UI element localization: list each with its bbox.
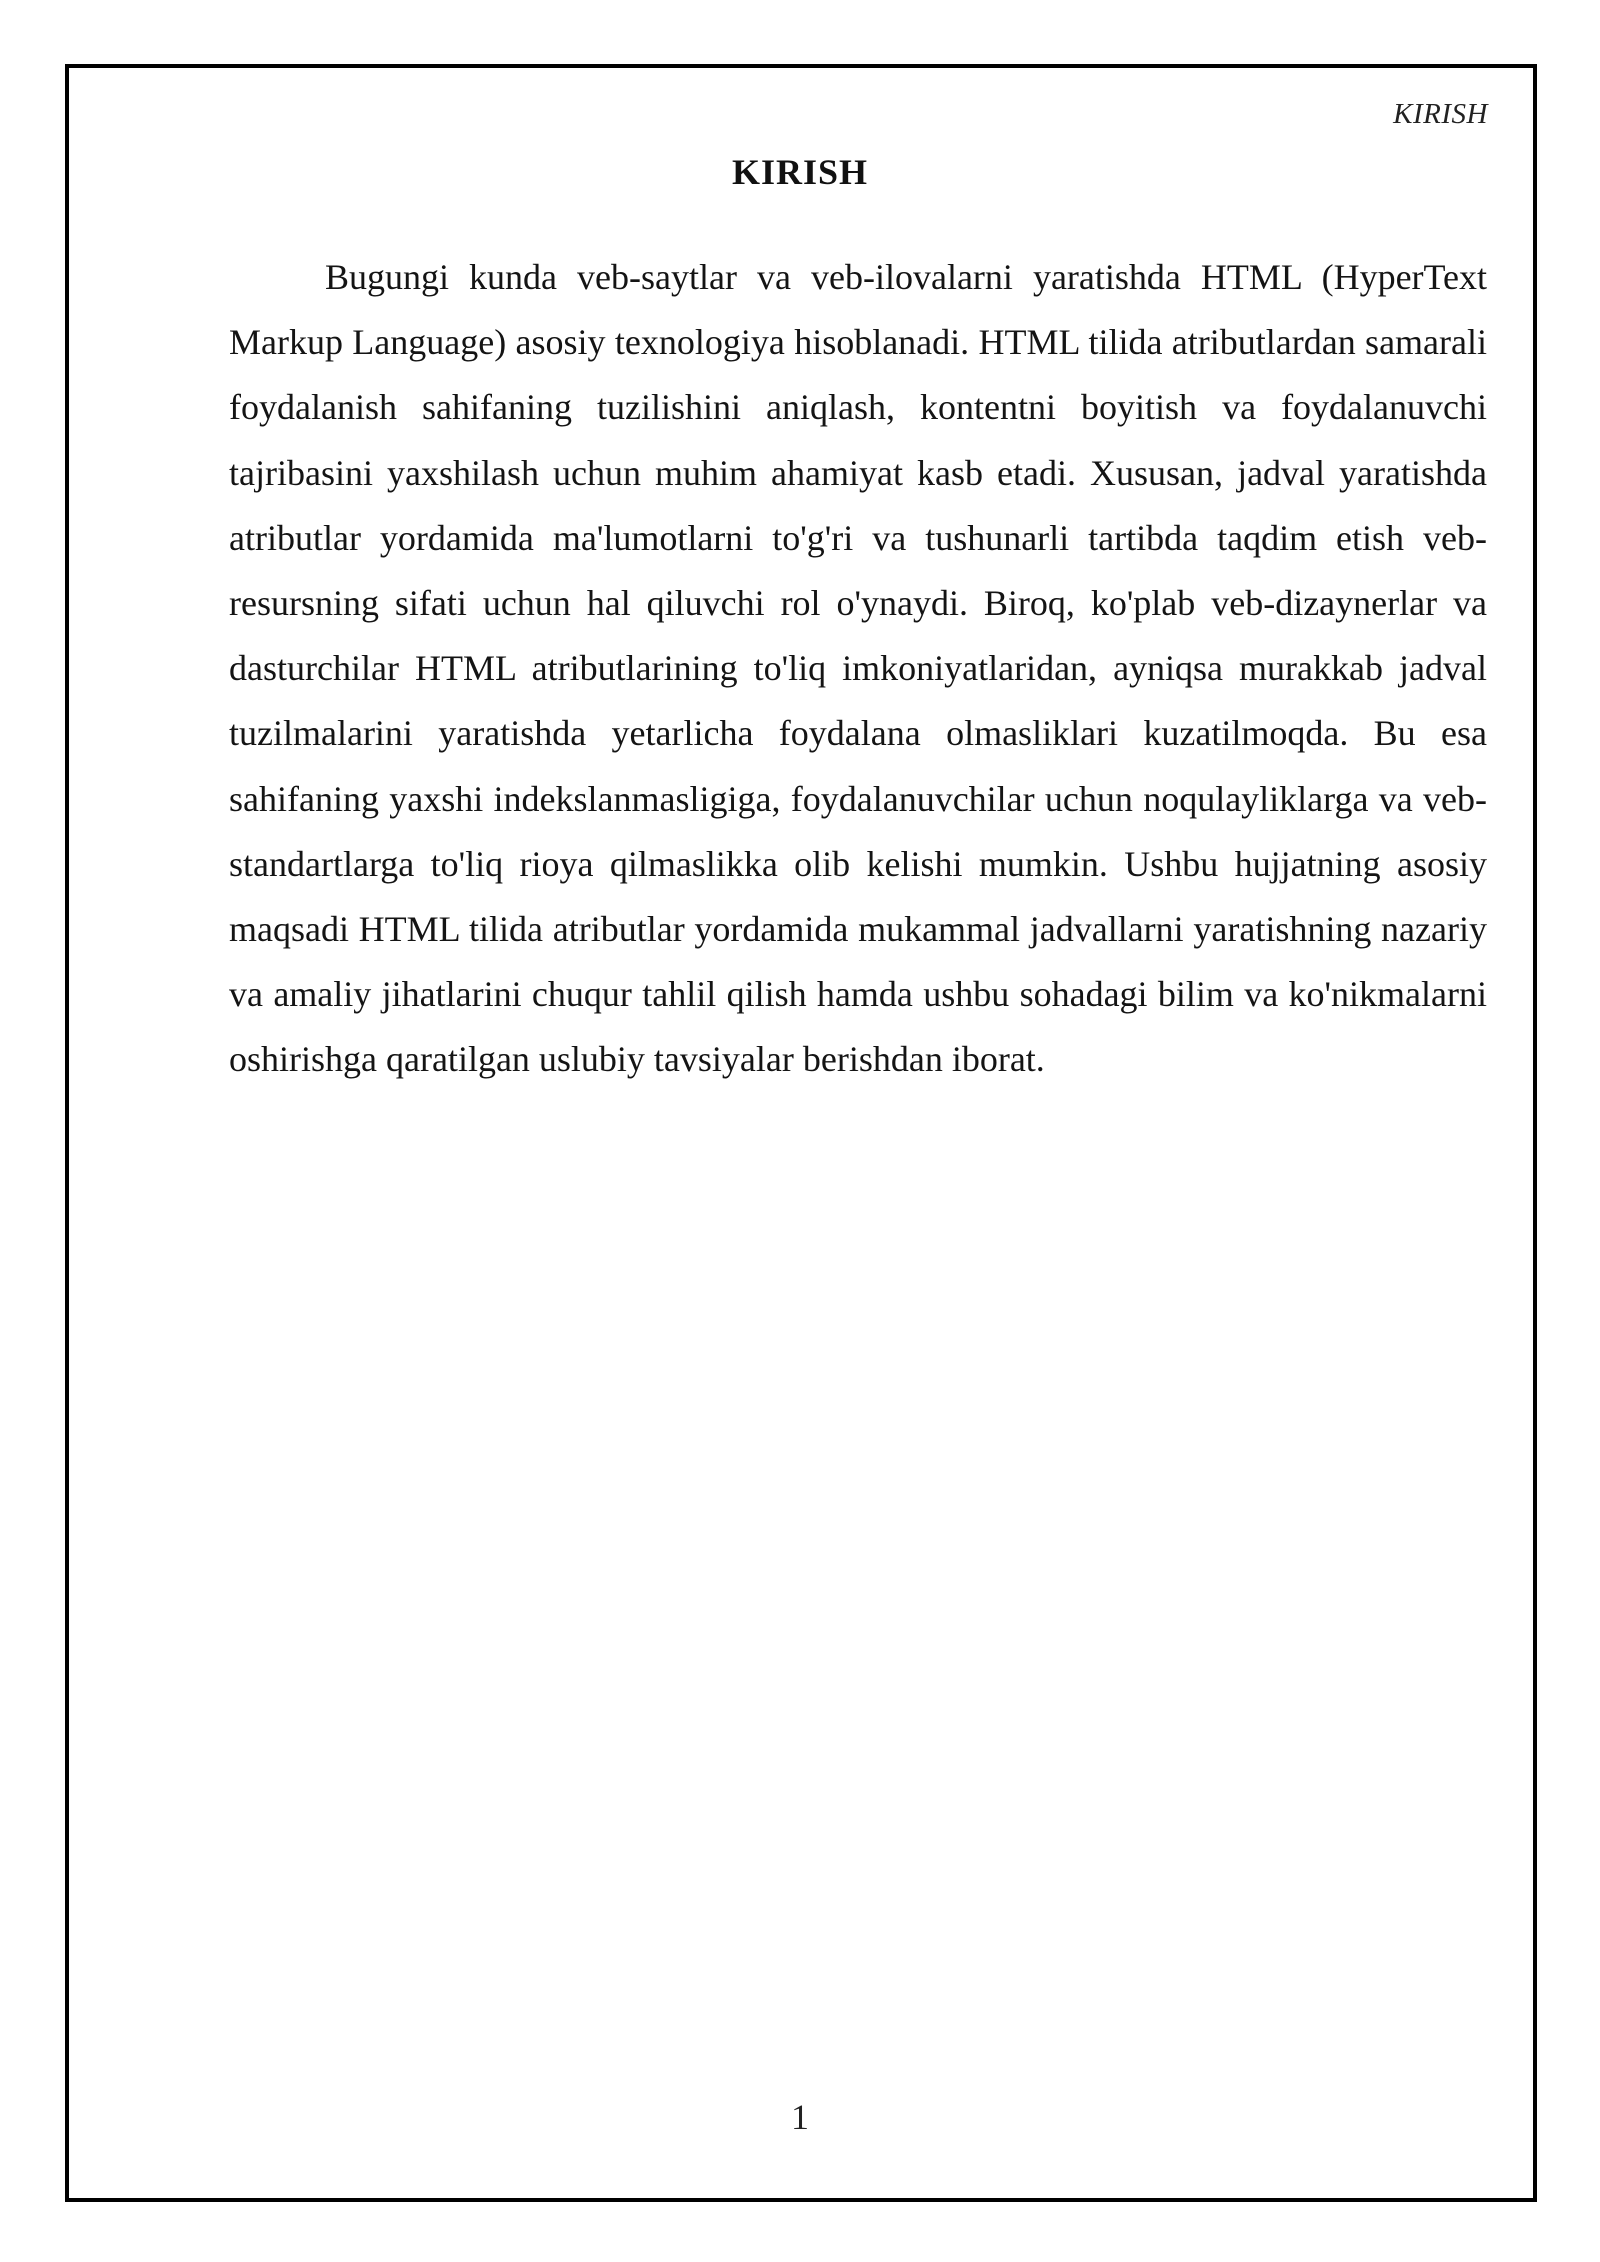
body-paragraph: Bugungi kunda veb-saytlar va veb-ilovalarni yaratishda HTML (HyperText Markup Language) asosiy texnologiya hisoblanadi. HTML tilida atributlardan samarali foydalanish sahifaning tuzilishini aniqlash, kontentni boyitish va foydalanuvchi tajribasini yaxshilash uchun muhim ahamiyat kasb etadi. Xususan, jadval yaratishda atributlar yordamida ma'lumotlarni to'g'ri va tushunarli tartibda taqdim etish veb-resursning sifati uchun hal qiluvchi rol o'ynaydi. Biroq, ko'plab veb-dizaynerlar va dasturchilar HTML atributlarining to'liq imkoniyatlaridan, ayniqsa murakkab jadval tuzilmalarini yaratishda yetarlicha foydalana olmasliklari kuzatilmoqda. Bu esa sahifaning yaxshi indekslanmasligiga, foydalanuvchilar uchun noqulayliklarga va veb-standartlarga to'liq rioya qilmaslikka olib kelishi mumkin. Ushbu hujjatning asosiy maqsadi HTML tilida atributlar yordamida mukammal jadvallarni yaratishning nazariy va amaliy jihatlarini chuqur tahlil qilish hamda ushbu sohadagi bilim va ko'nikmalarni oshirishga qaratilgan uslubiy tavsiyalar berishdan iborat. (229, 257, 1487, 1080)
page-number: 1 (791, 2097, 809, 2137)
running-header: KIRISH (1393, 98, 1488, 130)
page-title: KIRISH (731, 152, 869, 192)
